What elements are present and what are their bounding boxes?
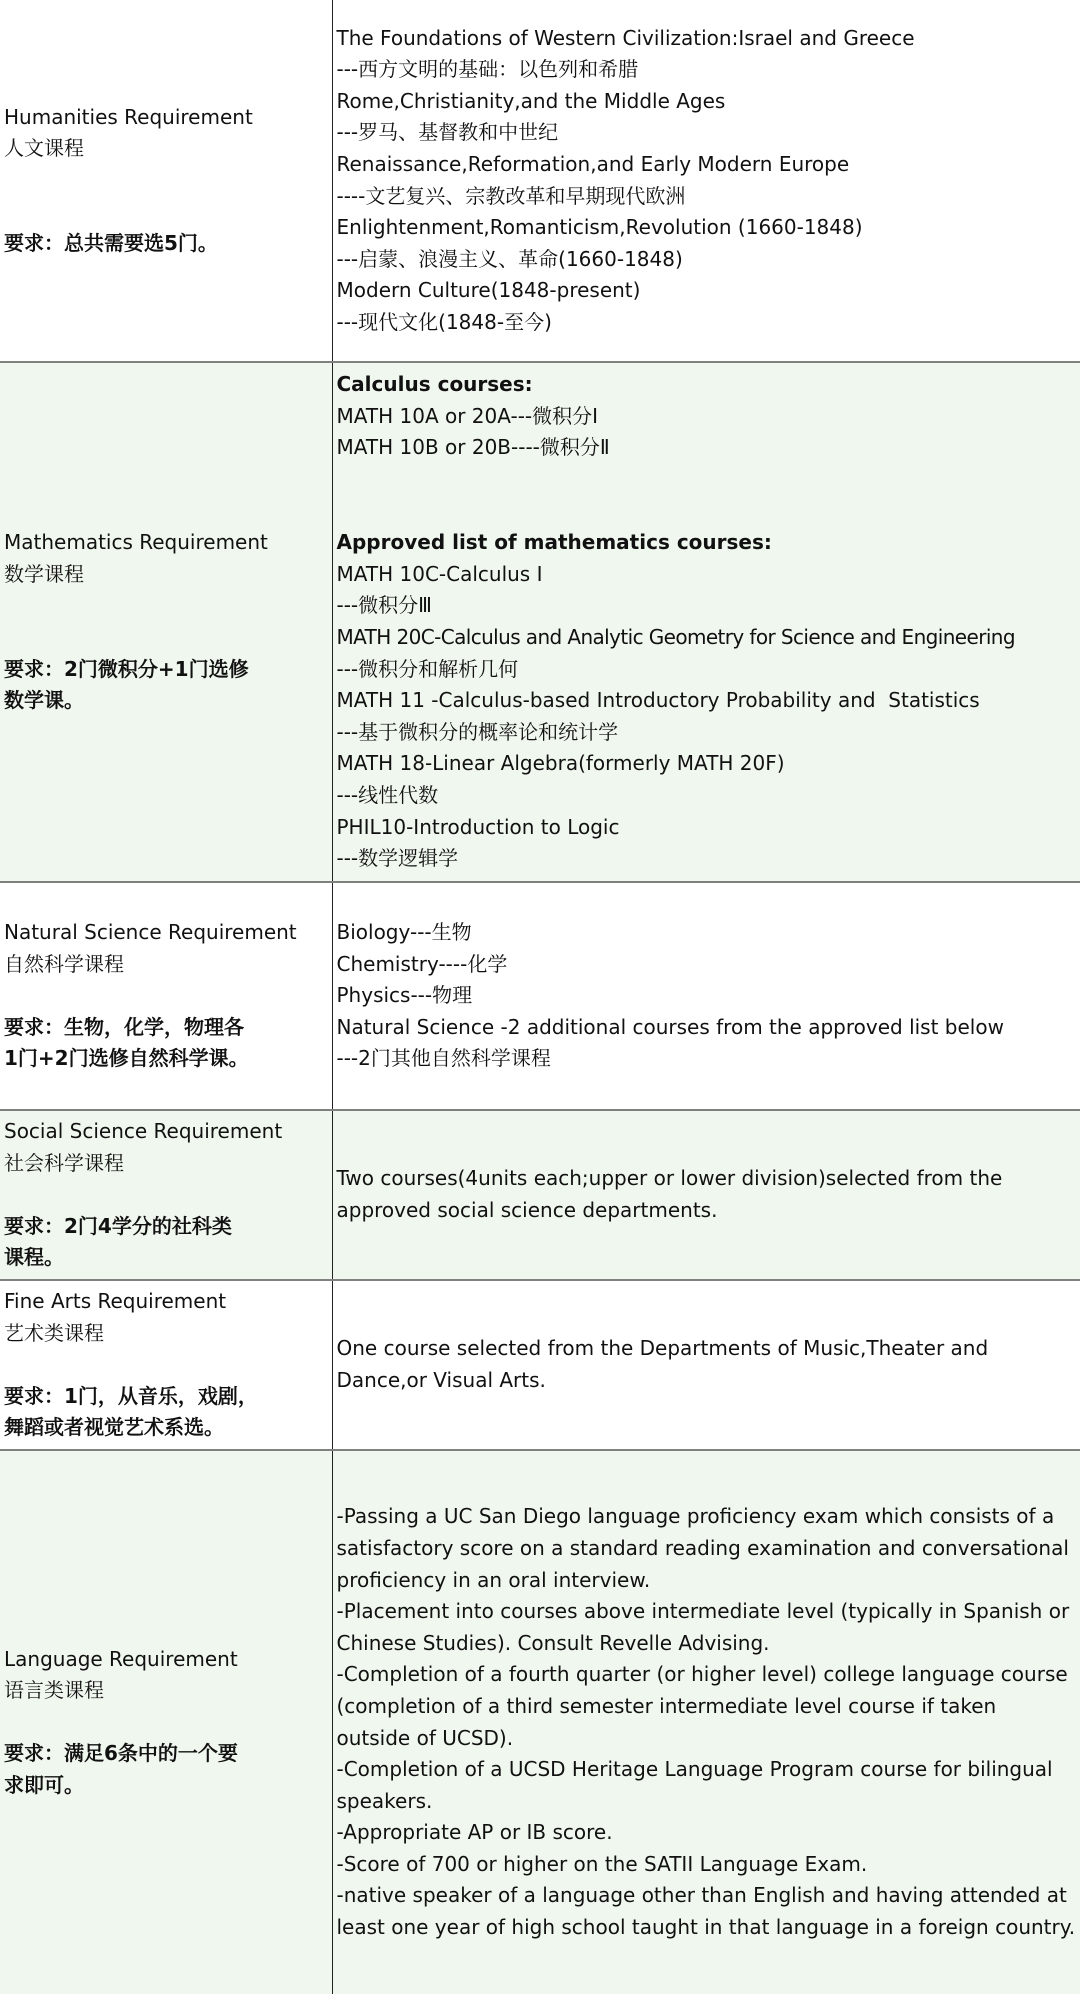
course-line: MATH 11 -Calculus-based Introductory Probability and Statistics xyxy=(336,688,980,713)
requirement-note: 课程。 xyxy=(4,1245,64,1270)
course-line: ---罗马、基督教和中世纪 xyxy=(336,120,559,145)
category-cell xyxy=(0,0,332,362)
table-row-fine-arts xyxy=(0,1280,1080,1450)
category-en: Humanities Requirement xyxy=(4,104,253,129)
course-line: Chemistry----化学 xyxy=(336,951,508,976)
requirement-note: 要求：2门4学分的社科类 xyxy=(4,1213,232,1238)
description-text: Two courses(4units each;upper or lower division)selected from the approved social science departments. xyxy=(336,1166,1003,1222)
category-zh: 人文课程 xyxy=(4,136,84,161)
description-cell xyxy=(332,1280,1080,1450)
category-en: Language Requirement xyxy=(4,1646,238,1671)
requirement-note: 要求：1门，从音乐，戏剧， xyxy=(4,1383,258,1408)
course-line: Biology---生物 xyxy=(336,920,472,945)
course-line: The Foundations of Western Civilization:Israel and Greece xyxy=(336,25,915,50)
category-zh: 语言类课程 xyxy=(4,1678,104,1703)
category-cell xyxy=(0,1450,332,1994)
course-line: ----文艺复兴、宗教改革和早期现代欧洲 xyxy=(336,183,686,208)
courses-cell xyxy=(332,882,1080,1110)
requirement-note: 要求：总共需要选5门。 xyxy=(4,230,218,255)
options-cell xyxy=(332,1450,1080,1994)
category-en: Social Science Requirement xyxy=(4,1119,283,1144)
table-row-natural-science xyxy=(0,882,1080,1110)
category-en: Fine Arts Requirement xyxy=(4,1289,227,1314)
course-line: Rome,Christianity,and the Middle Ages xyxy=(336,88,726,113)
category-zh: 自然科学课程 xyxy=(4,951,124,976)
course-line: Natural Science -2 additional courses from the approved list below xyxy=(336,1014,1004,1039)
requirement-note: 要求：满足6条中的一个要 xyxy=(4,1741,238,1766)
course-line: Modern Culture(1848-present) xyxy=(336,278,641,303)
category-cell xyxy=(0,1110,332,1280)
course-line: ---基于微积分的概率论和统计学 xyxy=(336,719,619,744)
category-zh: 社会科学课程 xyxy=(4,1150,124,1175)
category-cell xyxy=(0,882,332,1110)
course-line: ---现代文化(1848-至今) xyxy=(336,309,552,334)
category-en: Mathematics Requirement xyxy=(4,530,268,555)
language-option: -Passing a UC San Diego language proficiency exam which consists of a satisfactory score on a standard reading examination and conversational proficiency in an oral interview. xyxy=(336,1504,1069,1592)
language-option: -Placement into courses above intermediate level (typically in Spanish or Chinese Studies). Consult Revelle Advising. xyxy=(336,1599,1070,1655)
calculus-heading: Calculus courses: xyxy=(336,372,533,397)
course-line: MATH 18-Linear Algebra(formerly MATH 20F) xyxy=(336,751,785,776)
language-option: -Score of 700 or higher on the SATII Language Exam. xyxy=(336,1851,868,1876)
description-text: One course selected from the Departments of Music,Theater and Dance,or Visual Arts. xyxy=(336,1336,989,1392)
requirement-note: 数学课。 xyxy=(4,688,84,713)
category-zh: 数学课程 xyxy=(4,561,84,586)
description-cell xyxy=(332,1110,1080,1280)
courses-cell xyxy=(332,362,1080,882)
language-option: -Appropriate AP or IB score. xyxy=(336,1820,613,1845)
table-row-language xyxy=(0,1450,1080,1994)
requirement-note: 要求：2门微积分+1门选修 xyxy=(4,656,249,681)
table-row-mathematics xyxy=(0,362,1080,882)
language-option: -native speaker of a language other than English and having attended at least one year of high school taught in that language in a foreign country. xyxy=(336,1883,1076,1940)
course-line: MATH 10C-Calculus I xyxy=(336,561,543,586)
category-cell xyxy=(0,1280,332,1450)
course-line: ---微积分Ⅲ xyxy=(336,593,432,618)
requirement-note: 求即可。 xyxy=(4,1772,84,1797)
courses-cell xyxy=(332,0,1080,362)
course-line: ---启蒙、浪漫主义、革命(1660-1848) xyxy=(336,246,683,271)
requirement-note: 舞蹈或者视觉艺术系选。 xyxy=(4,1415,224,1440)
course-line: MATH 10A or 20A---微积分I xyxy=(336,403,599,428)
category-en: Natural Science Requirement xyxy=(4,920,297,945)
course-line: Physics---物理 xyxy=(336,983,473,1008)
course-line: ---西方文明的基础：以色列和希腊 xyxy=(336,57,639,82)
course-line: MATH 10B or 20B----微积分Ⅱ xyxy=(336,435,610,460)
course-line: ---微积分和解析几何 xyxy=(336,656,519,681)
language-option: -Completion of a fourth quarter (or higher level) college language course (completion of a third semester intermediate level course if taken outside of UCSD). xyxy=(336,1662,1068,1750)
approved-heading: Approved list of mathematics courses: xyxy=(336,530,772,555)
category-zh: 艺术类课程 xyxy=(4,1320,104,1345)
course-line: ---线性代数 xyxy=(336,782,439,807)
course-line: ---2门其他自然科学课程 xyxy=(336,1046,551,1071)
category-cell xyxy=(0,362,332,882)
language-option: -Completion of a UCSD Heritage Language Program course for bilingual speakers. xyxy=(336,1757,1053,1813)
course-line: MATH 20C-Calculus and Analytic Geometry for Science and Engineering xyxy=(336,625,1015,649)
requirement-note: 1门+2门选修自然科学课。 xyxy=(4,1046,249,1071)
course-line: PHIL10-Introduction to Logic xyxy=(336,814,620,839)
course-line: Renaissance,Reformation,and Early Modern Europe xyxy=(336,151,850,176)
course-line: ---数学逻辑学 xyxy=(336,846,459,871)
table-row-social-science xyxy=(0,1110,1080,1280)
requirement-note: 要求：生物，化学，物理各 xyxy=(4,1014,244,1039)
course-line: Enlightenment,Romanticism,Revolution (1660-1848) xyxy=(336,215,863,240)
table-row-humanities xyxy=(0,0,1080,362)
